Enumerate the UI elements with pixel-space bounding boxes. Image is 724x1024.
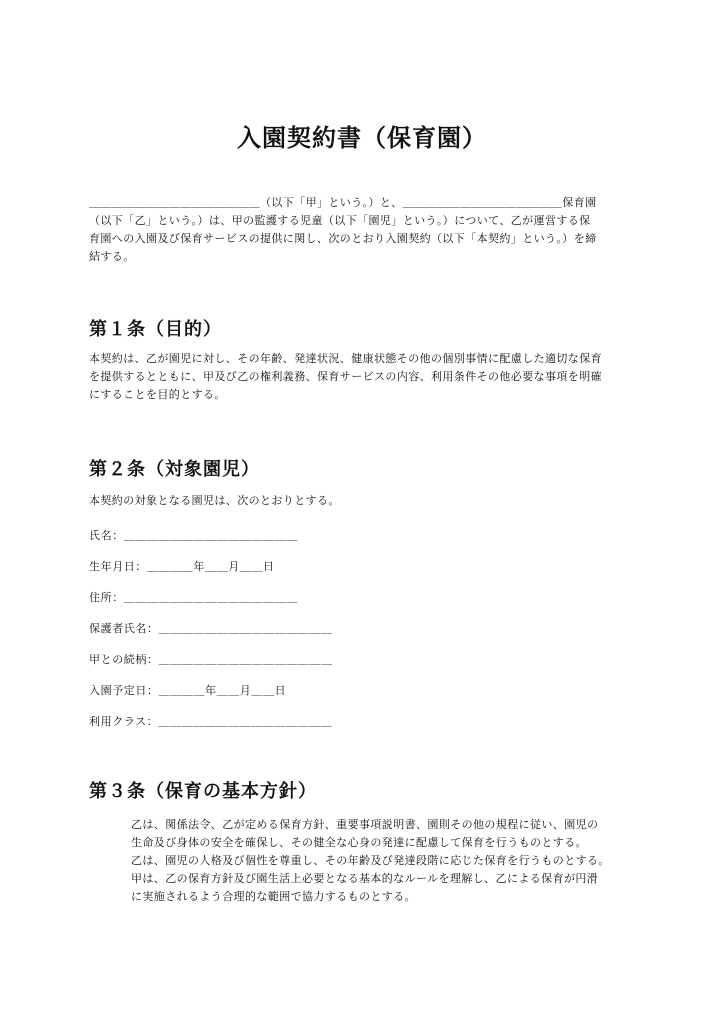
field-guardian-name: 保護者氏名：＿＿＿＿＿＿＿＿＿＿＿＿＿＿＿ [89,622,333,635]
article-1-heading: 第１条（目的） [89,319,222,340]
document-title: 入園契約書（保育園） [237,124,487,152]
intro-paragraph [89,194,637,266]
field-relationship: 甲との続柄：＿＿＿＿＿＿＿＿＿＿＿＿＿＿＿ [89,653,333,666]
article-1-line: を提供するとともに、甲及び乙の権利義務、保育サービスの内容、利用条件その他必要な事項を明確 [89,370,602,383]
article-3-line: 甲は、乙の保育方針及び園生活上必要となる基本的なルールを理解し、乙による保育が円滑 [131,872,599,885]
article-1-line: にすることを目的とする。 [89,388,226,401]
intro-line: ＿＿＿＿＿＿＿＿＿＿＿＿＿＿＿（以下「甲」という。）と、＿＿＿＿＿＿＿＿＿＿＿＿＿＿保育園 [89,196,597,209]
article-2-heading: 第２条（対象園児） [89,459,260,480]
intro-line: 結する。 [89,250,135,263]
intro-line: 育園への入園及び保育サービスの提供に関し、次のとおり入園契約（以下「本契約」という。）を締 [89,232,597,245]
field-admission-date: 入園予定日：＿＿＿＿年＿＿月＿＿日 [89,684,287,697]
article-3-line: 生命及び身体の安全を確保し、その健全な心身の発達に配慮して保育を行うものとする。 [131,836,587,849]
article-3-line: に実施されるよう合理的な範囲で協力するものとする。 [131,890,416,903]
article-1-body [89,350,637,404]
field-birth-date: 生年月日：＿＿＿＿年＿＿月＿＿日 [89,560,275,573]
article-3-body [131,816,651,906]
article-3-line: 乙は、園児の人格及び個性を尊重し、その年齢及び発達段階に応じた保育を行うものとする。 [131,854,610,867]
article-3-heading: 第３条（保育の基本方針） [89,781,317,802]
field-class: 利用クラス：＿＿＿＿＿＿＿＿＿＿＿＿＿＿＿ [89,715,333,728]
field-child-name: 氏名：＿＿＿＿＿＿＿＿＿＿＿＿＿＿＿ [89,529,298,542]
intro-line: （以下「乙」という。）は、甲の監護する児童（以下「園児」という。）について、乙が運営する保 [89,214,591,227]
field-address: 住所：＿＿＿＿＿＿＿＿＿＿＿＿＿＿＿ [89,591,298,604]
article-3-line: 乙は、関係法令、乙が定める保育方針、重要事項説明書、園則その他の規程に従い、園児の [131,818,599,831]
article-2-lead: 本契約の対象となる園児は、次のとおりとする。 [89,494,340,507]
article-1-line: 本契約は、乙が園児に対し、その年齢、発達状況、健康状態その他の個別事情に配慮した適切な保育 [89,352,602,365]
